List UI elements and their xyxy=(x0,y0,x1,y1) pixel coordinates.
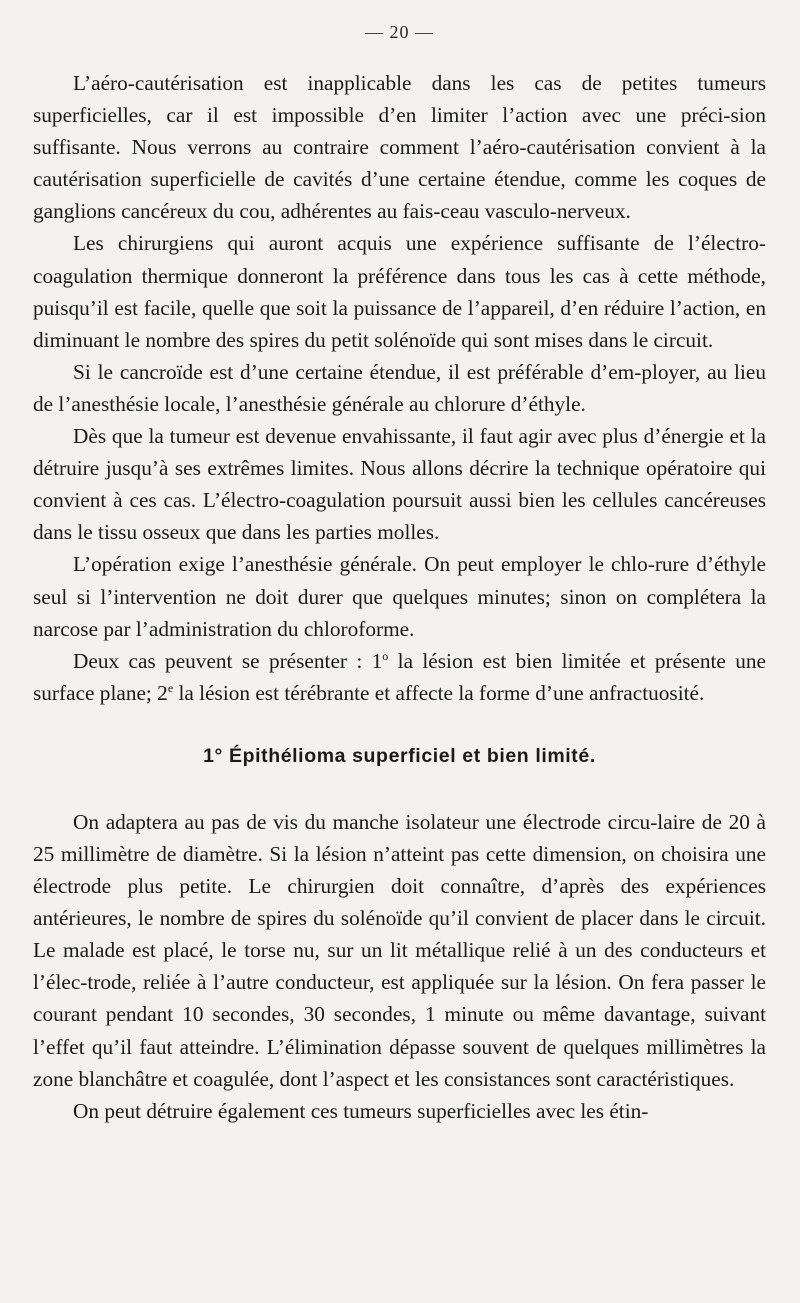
cases-text-1: Deux cas peuvent se présenter : 1 xyxy=(73,648,383,673)
paragraph-general-anesthesia: L’opération exige l’anesthésie générale. On peut employer le chlo-rure d’éthyle seul si l’intervention ne doit durer que quelques minutes; sinon on complétera la narcose par l’administration du chloroforme. xyxy=(33,552,766,641)
paragraph-invasive-tumour: Dès que la tumeur est devenue envahissante, il faut agir avec plus d’énergie et la détruire jusqu’à ses extrêmes limites. Nous allons décrire la technique opératoire qui convient à ces cas. L’électro-coagulation poursuit aussi bien les cellules cancéreuses dans le tissu osseux que dans les parties molles. xyxy=(33,424,766,545)
paragraph-anesthesia-choice: Si le cancroïde est d’une certaine étendue, il est préférable d’em-ployer, au lieu de l’anesthésie locale, l’anesthésie générale au chlorure d’éthyle. xyxy=(33,359,766,416)
paragraph-electrode-technique: On adaptera au pas de vis du manche isolateur une électrode circu-laire de 20 à 25 millimètre de diamètre. Si la lésion n’atteint pas cette dimension, on choisira une électrode plus petite. Le chirurgien doit connaître, d’après des expériences antérieures, le nombre de spires du solénoïde qu’il convient de placer dans le circuit. Le malade est placé, le torse nu, sur un lit métallique relié à un des conducteurs et l’élec-trode, reliée à l’autre conducteur, est appliquée sur la lésion. On fera passer le courant pendant 10 secondes, 30 secondes, 1 minute ou même davantage, suivant l’effet qu’il faut atteindre. L’élimination dépasse souvent de quelques millimètres la zone blanchâtre et coagulée, dont l’aspect et les consistances sont caractéristiques. xyxy=(33,809,766,1091)
page-number: — 20 — xyxy=(365,22,434,42)
cases-ordinal-2: e xyxy=(167,680,174,695)
paragraph-sparks-continuation: On peut détruire également ces tumeurs superficielles avec les étin- xyxy=(73,1098,649,1123)
cases-text-3: la lésion est térébrante et affecte la forme d’une anfractuosité. xyxy=(173,680,705,705)
paragraph-aero-cauterisation: L’aéro-cautérisation est inapplicable dans les cas de petites tumeurs superficielles, car il est impossible d’en limiter l’action avec une préci-sion suffisante. Nous verrons au contraire comment l’aéro-cautérisation convient à la cautérisation superficielle de cavités d’une certaine étendue, comme les coques de ganglions cancéreux du cou, adhérentes au fais-ceau vasculo-nerveux. xyxy=(33,71,766,224)
paragraph-electro-coagulation-preference: Les chirurgiens qui auront acquis une expérience suffisante de l’électro-coagulation thermique donneront la préférence dans tous les cas à cette méthode, puisqu’il est facile, quelle que soit la puissance de l’appareil, d’en réduire l’action, en diminuant le nombre des spires du petit solénoïde qui sont mises dans le circuit. xyxy=(33,231,766,352)
cases-text-2: la lésion est bien limitée et présente une surface plane; 2 xyxy=(33,648,766,705)
section-heading: 1° Épithélioma superficiel et bien limité. xyxy=(203,744,596,767)
cases-ordinal-1: o xyxy=(382,648,389,663)
paragraph-two-cases xyxy=(33,645,766,709)
